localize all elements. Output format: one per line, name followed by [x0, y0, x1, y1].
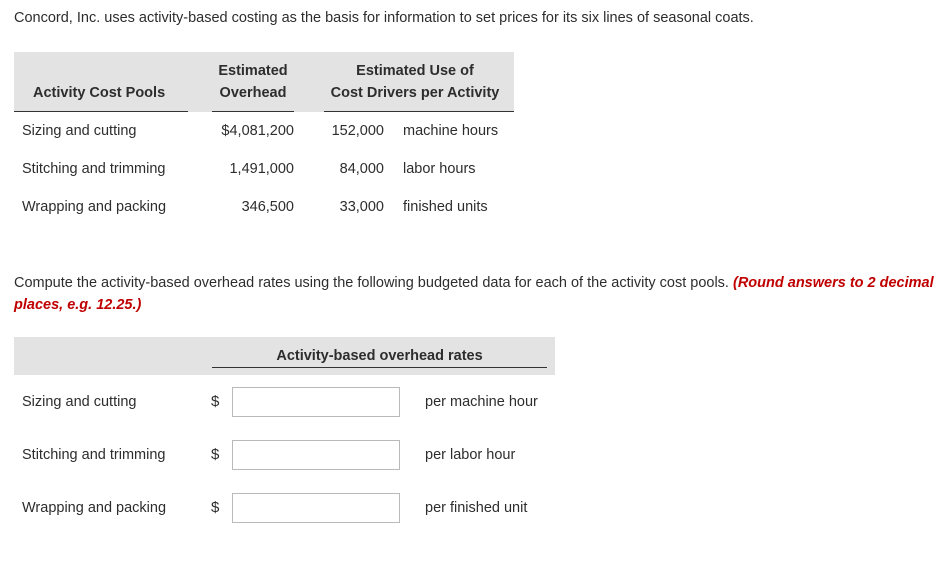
- rate-unit-stitching: per labor hour: [425, 447, 516, 463]
- col-header-overhead-line2: Overhead: [219, 85, 287, 101]
- intro-text: Concord, Inc. uses activity-based costing as the basis for information to set prices for its six lines of seasonal coats.: [14, 10, 754, 26]
- instruction-main: Compute the activity-based overhead rates using the following budgeted data for each of the activity cost pools.: [14, 275, 729, 291]
- header-underline-pools: [14, 111, 188, 112]
- col-header-overhead-line1: Estimated: [218, 63, 288, 79]
- rounding-note: (Round answers to 2 decimal places, e.g. 12.25.): [14, 275, 934, 313]
- row-unit-stitching: labor hours: [403, 161, 476, 177]
- row-overhead-sizing: $4,081,200: [221, 123, 294, 139]
- col-header-activity-pools-label: Activity Cost Pools: [33, 85, 166, 101]
- currency-symbol-stitching: $: [211, 446, 220, 463]
- row-qty-wrapping: 33,000: [339, 199, 384, 215]
- rate-row-pool-sizing: Sizing and cutting: [22, 394, 137, 410]
- rate-input-sizing[interactable]: [232, 387, 400, 417]
- row-overhead-wrapping: 346,500: [241, 199, 294, 215]
- table2-header-label: Activity-based overhead rates: [276, 348, 483, 364]
- rate-input-stitching[interactable]: [232, 440, 400, 470]
- col-header-overhead: [210, 60, 296, 104]
- row-pool-wrapping: Wrapping and packing: [22, 199, 167, 215]
- instruction-text: [14, 272, 934, 316]
- col-header-drivers-line2: Cost Drivers per Activity: [330, 85, 500, 101]
- header-underline-drivers: [324, 111, 514, 112]
- row-unit-sizing: machine hours: [403, 123, 499, 139]
- currency-symbol-sizing: $: [211, 393, 220, 410]
- rate-unit-wrapping: per finished unit: [425, 500, 528, 516]
- col-header-drivers: [320, 60, 510, 104]
- row-qty-stitching: 84,000: [339, 161, 384, 177]
- col-header-drivers-line1: Estimated Use of: [356, 63, 474, 79]
- table2-header-underline: [212, 367, 547, 368]
- header-underline-overhead: [212, 111, 294, 112]
- row-qty-sizing: 152,000: [331, 123, 384, 139]
- rate-row-pool-wrapping: Wrapping and packing: [22, 500, 167, 516]
- rate-row-pool-stitching: Stitching and trimming: [22, 447, 166, 463]
- row-pool-stitching: Stitching and trimming: [22, 161, 166, 177]
- currency-symbol-wrapping: $: [211, 499, 220, 516]
- rate-input-wrapping[interactable]: [232, 493, 400, 523]
- row-overhead-stitching: 1,491,000: [229, 161, 294, 177]
- row-pool-sizing: Sizing and cutting: [22, 123, 137, 139]
- row-unit-wrapping: finished units: [403, 199, 488, 215]
- col-header-activity-pools: [22, 82, 193, 104]
- rate-unit-sizing: per machine hour: [425, 394, 538, 410]
